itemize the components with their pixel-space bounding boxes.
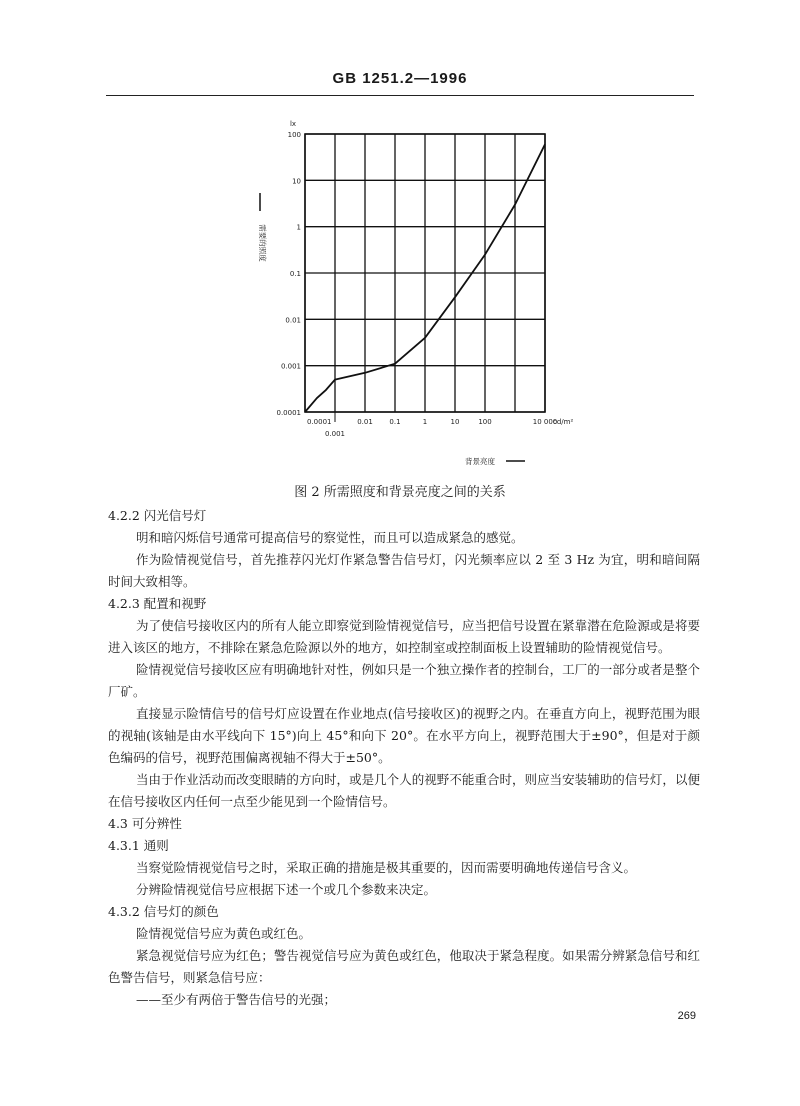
y-tick-label: 1: [296, 223, 301, 232]
paragraph: 险情视觉信号接收区应有明确地针对性，例如只是一个独立操作者的控制台，工厂的一部分或者是整个厂矿。: [108, 662, 700, 699]
x-unit-label: cd/m²: [553, 418, 574, 426]
x-tick-label: 0.001: [324, 430, 346, 438]
x-tick-label: 100: [478, 418, 492, 426]
x-tick-label: 0.1: [389, 418, 401, 426]
y-tick-label: 100: [287, 131, 301, 139]
y-tick-label: 10: [292, 177, 301, 186]
paragraph: 直接显示险情信号的信号灯应设置在作业地点(信号接收区)的视野之内。在垂直方向上，视野范围为眼的视轴(该轴是由水平线向下 15°)向上 45°和向下 20°。在水平方向上，视野范围大于±90°，但是对于颜色编码的信号，视野范围偏离视轴不得大于±50°。: [108, 706, 700, 765]
section-heading-4-3-2: 4.3.2 信号灯的颜色: [108, 904, 219, 919]
x-axis-label: 背景亮度: [465, 457, 495, 466]
page-number: 269: [677, 1010, 696, 1022]
header-rule: [106, 95, 694, 96]
illuminance-chart: [240, 110, 600, 480]
section-heading-4-2-2: 4.2.2 闪光信号灯: [108, 508, 207, 523]
paragraph: 当由于作业活动而改变眼睛的方向时，或是几个人的视野不能重合时，则应当安装辅助的信号灯，以便在信号接收区内任何一点至少能见到一个险情信号。: [108, 772, 700, 809]
x-tick-label: 0.0001: [307, 418, 332, 426]
section-heading-4-3: 4.3 可分辨性: [108, 816, 182, 831]
figure-caption: 图 2 所需照度和背景亮度之间的关系: [294, 485, 506, 500]
y-tick-label: 0.1: [289, 270, 301, 278]
dash-list-item: ——至少有两倍于警告信号的光强；: [136, 992, 337, 1007]
paragraph: 当察觉险情视觉信号之时，采取正确的措施是极其重要的，因而需要明确地传递信号含义。: [136, 860, 637, 875]
standard-header: GB 1251.2—1996: [332, 70, 468, 87]
paragraph: 分辨险情视觉信号应根据下述一个或几个参数来决定。: [136, 882, 437, 897]
paragraph: 作为险情视觉信号，首先推荐闪光灯作紧急警告信号灯，闪光频率应以 2 至 3 Hz 为宜，明和暗间隔时间大致相等。: [108, 552, 700, 589]
paragraph: 紧急视觉信号应为红色；警告视觉信号应为黄色或红色，他取决于紧急程度。如果需分辨紧急信号和红色警告信号，则紧急信号应：: [108, 948, 700, 985]
y-tick-label: 0.01: [285, 316, 301, 325]
y-axis-label: 需要的照度: [258, 224, 267, 262]
y-tick-label: 0.001: [280, 362, 301, 371]
section-heading-4-3-1: 4.3.1 通则: [108, 838, 169, 853]
x-tick-label: 1: [422, 418, 428, 426]
x-tick-label: 0.01: [357, 418, 373, 426]
paragraph: 险情视觉信号应为黄色或红色。: [136, 926, 312, 941]
x-tick-label: 10: [450, 418, 460, 426]
y-unit-label: lx: [289, 120, 297, 128]
body-text: [108, 505, 700, 1011]
paragraph: 为了使信号接收区内的所有人能立即察觉到险情视觉信号，应当把信号设置在紧靠潜在危险源或是将要进入该区的地方，不排除在紧急危险源以外的地方，如控制室或控制面板上设置辅助的险情视觉信号。: [108, 618, 700, 655]
x-tick-label: 10 000: [532, 418, 558, 426]
section-heading-4-2-3: 4.2.3 配置和视野: [108, 596, 207, 611]
y-tick-label: 0.0001: [276, 409, 301, 417]
paragraph: 明和暗闪烁信号通常可提高信号的察觉性，而且可以造成紧急的感觉。: [136, 530, 524, 545]
